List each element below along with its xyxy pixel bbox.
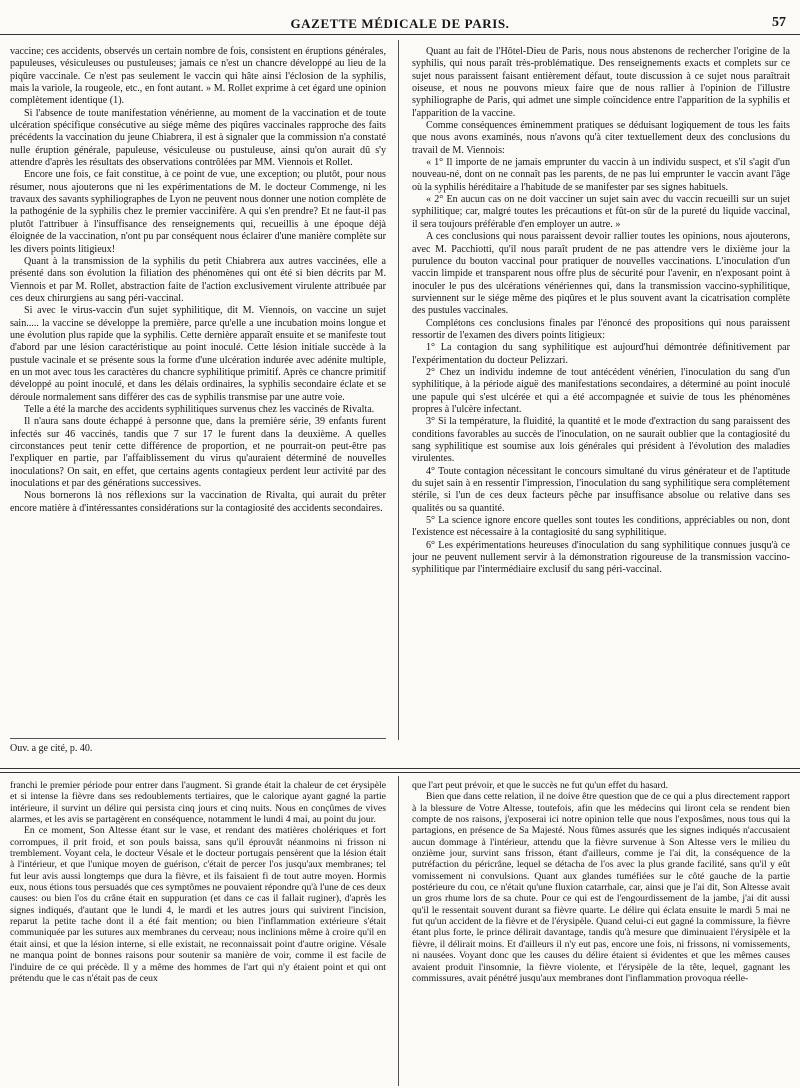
- paragraph: vaccine; ces accidents, observés un certain nombre de fois, consistent en éruptions générales, papuleuses, vésiculeuses ou pustuleuses; jamais ce n'est un chancre développé au lieu de la piqûre vaccinale. Ce n'est pas seulement le vaccin qui hâte ainsi l'éclosion de la syphilis, mais la variole, la rougeole, etc., en font autant. » M. Rollet exprime à cet égard une opinion complètement identique (1).: [10, 46, 386, 107]
- paragraph: 6° Les expérimentations heureuses d'inoculation du sang syphilitique connues jusqu'à ce jour ne peuvent nullement servir à la démonstration rigoureuse de la transmission vaccino-syphilitique par l'intermédiaire exclusif du sang péri-vaccinal.: [412, 539, 790, 576]
- paragraph: 2° Chez un individu indemne de tout antécédent vénérien, l'inoculation du sang d'un syphilitique, à la période aiguë des manifestations secondaires, a déterminé au point inoculé une papule qui s'est ulcérée et qui a été accompagnée et suivie de tous les phénomènes propres à l'ulcère infectant.: [412, 366, 790, 415]
- section-divider: [0, 768, 800, 773]
- paragraph: Telle a été la marche des accidents syphilitiques survenus chez les vaccinés de Rivalta.: [24, 403, 375, 415]
- paragraph: A ces conclusions qui nous paraissent devoir rallier toutes les opinions, nous ajouterons, avec M. Pacchiotti, qu'il nous paraît prudent de ne pas attendre vers le dixième jour la purulence du bouton vaccinal pour pratiquer de nouvelles vaccinations. L'inoculation d'un vaccin limpide et transparent nous offre plus de sécurité pour l'avenir, en n'exposant point à inoculer le pus des ulcérations vénériennes qui, dans la transmission vaccino-syphilitique, surviennent sur le siége même des piqûres et le plus souvent avant la cicatrisation complète des pustules vaccinales.: [412, 231, 790, 317]
- paragraph: Quant à la transmission de la syphilis du petit Chiabrera aux autres vaccinées, elle a présenté dans son évolution la filiation des phénomènes qui ont été si bien décrits par M. Viennois et par M. Rollet, abstraction faite de l'action exclusivement virulente attribuée par ces deux chirurgiens au sang péri-vaccinal.: [10, 255, 386, 304]
- paragraph: Encore une fois, ce fait constitue, à ce point de vue, une exception; ou plutôt, pour nous résumer, nous ajouterons que ni les expérimentations de M. le docteur Commenge, ni les travaux des savants syphiliographes de Lyon ne peuvent nous donner une notion complète de la pathogénie de la syphilis chez le premier vaccinifère. A qui s'en prendre? Et ne faut-il pas plutôt l'attribuer à l'insuffisance des renseignements qui, recueillis à une époque déjà éloignée de la vaccination, n'ont pu par conséquent nous éclairer d'une manière complète sur les divers points litigieux!: [10, 169, 386, 255]
- upper-left-column: [10, 46, 386, 726]
- paragraph: 3° Si la température, la fluidité, la quantité et le mode d'extraction du sang paraissent des conditions favorables au succès de l'inoculation, on ne saurait oublier que la contagiosité du sang syphilitique est soumise aux lois générales qui président à l'évolution des maladies virulentes.: [412, 416, 790, 465]
- paragraph: Il n'aura sans doute échappé à personne que, dans la première série, 39 enfants furent infectés sur 46 vaccinés, tandis que 7 sur 17 le furent dans la deuxième. A quelles circonstances peut tenir cette différence de proportion, et ne pourrait-on peut-être pas l'expliquer en partie, par l'affaiblissement du virus qu'auraient déterminé de nouvelles inoculations? On sait, en effet, que certains agents contagieux perdent leur activité par des inoculations et par des générations successives.: [10, 416, 386, 490]
- paragraph: Complétons ces conclusions finales par l'énoncé des propositions qui nous paraissent ressortir de l'examen des divers points litigieux:: [412, 317, 790, 341]
- paragraph: Si avec le virus-vaccin d'un sujet syphilitique, dit M. Viennois, on vaccine un sujet sain..... la vaccine se développe la première, parce qu'elle a une incubation moins longue et une évolution plus rapide que la syphilis. Cette dernière apparaît ensuite et se manifeste tout d'abord par une lésion caractéristique au point inoculé. Cette lésion initiale succède à la pustule vacinale et se présente sous la forme d'une ulcération indurée avec adénite multiple, en un mot avec tous les caractères du chancre syphilitique primitif. Après ce chancre primitif développé au point inoculé, et dans les délais ordinaires, la syphilis secondaire éclate et se déroule normalement sans différer des cas de syphilis transmise par une autre voie.: [10, 305, 386, 403]
- paragraph: Comme conséquences éminemment pratiques se déduisant logiquement de tous les faits que nous avons examinés, nous n'avons qu'à citer textuellement deux des conclusions du travail de M. Viennois:: [412, 120, 790, 156]
- upper-right-column: [412, 46, 790, 726]
- column-rule: [398, 40, 399, 740]
- column-rule: [398, 776, 399, 1086]
- journal-title: GAZETTE MÉDICALE DE PARIS.: [290, 16, 510, 31]
- paragraph: En ce moment, Son Altesse étant sur le vase, et rendant des matières cholériques et fort corrompues, il prit froid, et son pouls baissa, sans qu'il éprouvât néanmoins ni frisson ni tremblement. Voyant cela, le docteur Vésale et le docteur portugais pensèrent que la lésion était à l'intérieur, et que l'unique moyen de guérison, c'était de percer l'os jusqu'aux membranes; tel fut leur avis aussi longtemps que dura la fièvre, et ils faisaient fi de tout autre moyen. Hormis eux, nous étions tous persuadés que ces symptômes ne pouvaient répondre qu'à l'une de ces deux causes: ou bien l'os du crâne était en suppuration (et dans ce cas il fallait ruginer), d'après les signes indiqués, d'autant que le lundi 4, le mardi et les autres jours qui suivirent l'incision, reparut la petite tache dont il a été fait mention; ou bien l'inflammation extérieure s'était communiquée par les sutures aux membranes du cerveau; nous inclinions même à croire qu'il en était ainsi, et que la lésion interne, si elle existait, ne reconnaissait point d'autre origine. Vésale ne manqua point de bonnes raisons pour soutenir sa manière de voir, comme il est facile de l'induire de ce qui précède. Il y a même des hommes de l'art qui n'y étaient point et qui ont prétendu que le cas n'était pas de ceux: [10, 825, 386, 984]
- lower-left-column: [10, 780, 386, 1085]
- paragraph: 1° La contagion du sang syphilitique est aujourd'hui démontrée définitivement par l'expérimentation du docteur Pelizzari.: [412, 342, 790, 366]
- paragraph: 5° La science ignore encore quelles sont toutes les conditions, appréciables ou non, dont l'existence est nécessaire à la contagiosité du sang syphilitique.: [412, 515, 790, 539]
- paragraph: Si l'absence de toute manifestation vénérienne, au moment de la vaccination et de toute ulcération spécifique consécutive au siége même des piqûres vaccinales rapproche des faits précédents la vaccination du jeune Chiabrera, il est à signaler que la commission n'a constaté nulle éruption générale, papuleuse, vésiculeuse ou pustuleuse, ainsi qu'on aurait dû s'y attendre d'après les résultats des observations contrôlées par MM. Viennois et Rollet.: [10, 107, 386, 169]
- page-number: 57: [772, 15, 786, 30]
- paragraph: que l'art peut prévoir, et que le succès ne fut qu'un effet du hasard.: [412, 780, 669, 791]
- paragraph: Quant au fait de l'Hôtel-Dieu de Paris, nous nous abstenons de rechercher l'origine de la syphilis, qui nous paraît très-problématique. Des renseignements exacts et complets sur ce sujet nous paraissent faisant entièrement défaut, toute discussion à ce sujet nous paraîtrait oiseuse, et nous ne pouvons mieux faire que de nous rallier à l'opinion de l'illustre syphiliographe de Paris, qui admet une simple coïncidence entre l'apparition de la syphilis et l'apparition de la vaccine.: [412, 46, 790, 119]
- paragraph: « 2° En aucun cas on ne doit vacciner un sujet sain avec du vaccin recueilli sur un sujet syphilitique; car, malgré toutes les précautions et fût-on sûr de la pureté du liquide vaccinal, il sera toujours préférable d'en employer un autre. »: [412, 194, 790, 230]
- paragraph: Nous bornerons là nos réflexions sur la vaccination de Rivalta, qui aurait du prêter encore matière à d'intéressantes considérations sur la contagiosité des accidents secondaires.: [10, 490, 386, 514]
- paragraph: 4° Toute contagion nécessitant le concours simultané du virus générateur et de l'aptitude du sujet sain à en ressentir l'impression, l'inoculation du sang syphilitique sera complétement stérile, si l'un de ces deux facteurs pêche par insuffisance absolue ou relative dans ses qualités ou sa quantité.: [412, 465, 790, 514]
- page-header: [0, 12, 800, 35]
- lower-right-column: [412, 780, 790, 1085]
- paragraph: « 1° Il importe de ne jamais emprunter du vaccin à un individu suspect, et s'il s'agit d'un nouveau-né, dont on ne connaît pas les parents, de ne pas lui emprunter le vaccin avant l'âge où la syphilis héréditaire a l'habitude de se manifester par ses signes habituels.: [412, 157, 790, 193]
- paragraph: franchi le premier période pour entrer dans l'augment. Si grande était la chaleur de cet érysipèle et si intense la fièvre dans ses redoublements tertiaires, que le calorique ayant gagné la partie intérieure, il survint un délire qui persista cinq jours et cinq nuits. Nous en conçûmes de vives alarmes, et les avis se partagèrent en conséquence, notamment le lundi 4 mai, au point du jour.: [10, 780, 386, 826]
- paragraph: Bien que dans cette relation, il ne doive être question que de ce qui a plus directement rapport à la blessure de Votre Altesse, toutefois, afin que les médecins qui liront cela se rendent bien compte de nos raisons, j'exposerai ici notre opinion telle que nous l'exposâmes, nous tous qui la partagions, en présence de Sa Majesté. Nous fûmes assurés que les signes indiqués n'accusaient aucun dommage à l'intérieur, attendu que la fièvre survenue à Son Altesse vers le milieu du onzième jour, survint sans frisson, étant d'ailleurs, comme je l'ai dit, la conséquence de la putréfaction du péricrâne, lequel se détacha de l'os avec la plus grande facilité, sans qu'il y eût vomissement ni convulsions. Quant aux glandes tuméfiées sur le côté gauche de la partie postérieure du cou, ce n'était qu'une fluxion catarrhale, car, ainsi que je l'ai dit, Son Altesse avait un gros rhume lors de sa chute. Pour ce qui est de l'engourdissement de la jambe, j'ai dit aussi qu'il le ressentait souvent durant sa fièvre quarte. Le délire qui éclata ensuite le mardi 5 mai ne fut qu'un accident de la fièvre et de l'érysipèle. Quand celui-ci eut gagné la commissure, la fièvre étant plus forte, le prince délirait davantage, tandis qu'à mesure que diminuaient l'érysipèle et la fièvre, il délirait moins. Et d'ailleurs il n'y eut pas, encore une fois, ni frissons, ni vomissements, ni nausées. Voyant donc que les causes du délire étaient si évidentes et que les mêmes causes avaient produit l'insomnie, la fièvre violente, et l'érysipèle de la tête, lequel, gagnant les commissures, avait pénétré jusqu'aux membranes dont l'inflammation provoqua réelle-: [412, 791, 790, 984]
- footnote: Ouv. a ge cité, p. 40.: [10, 738, 386, 754]
